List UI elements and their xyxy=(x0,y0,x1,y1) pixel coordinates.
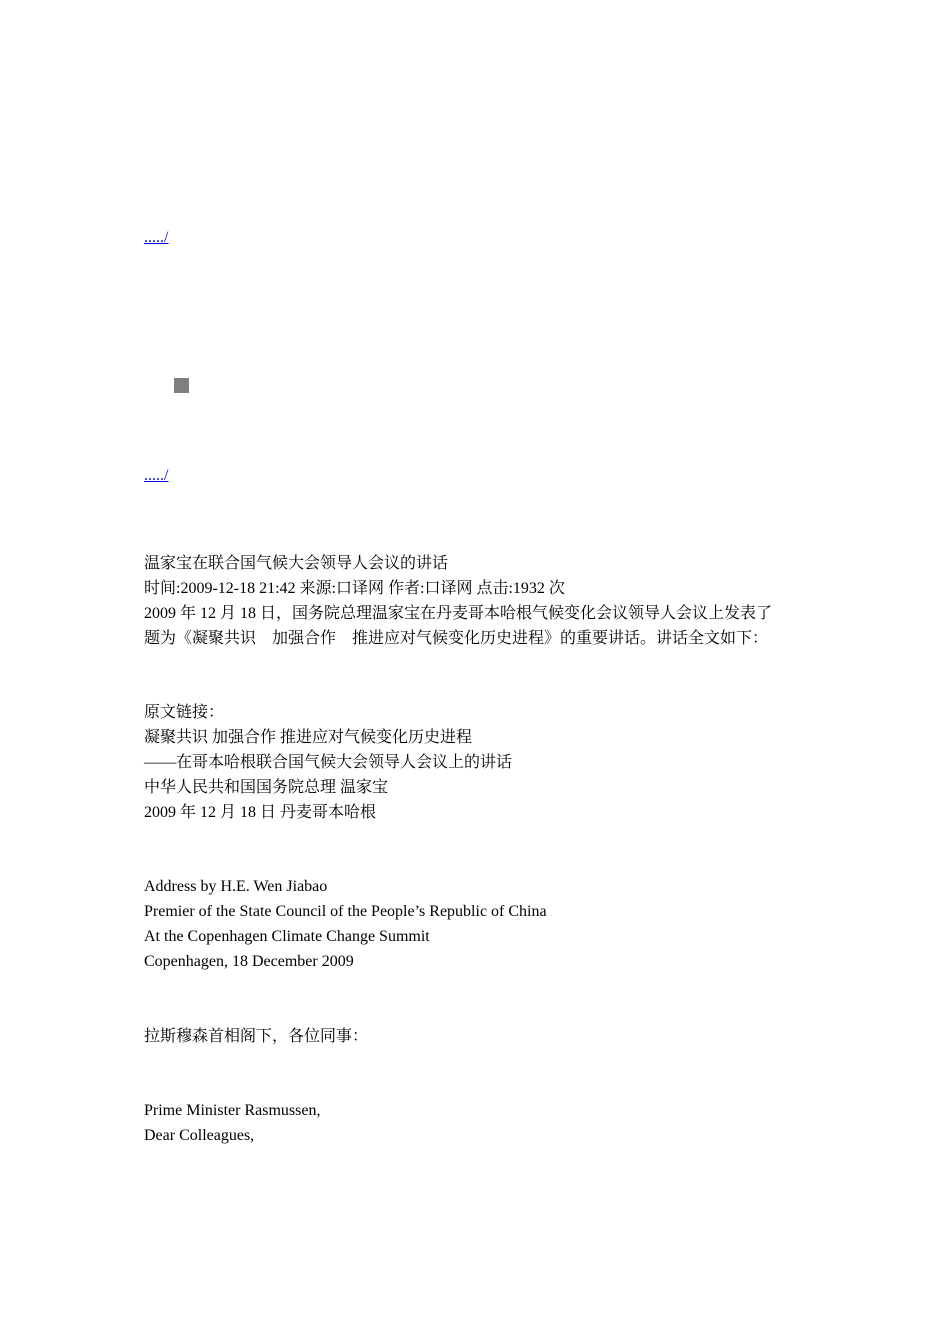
top-link[interactable]: ...../ xyxy=(144,229,169,246)
address-en-line-1: Address by H.E. Wen Jiabao xyxy=(144,878,328,895)
address-en-line-4: Copenhagen, 18 December 2009 xyxy=(144,953,354,970)
article-title: 温家宝在联合国气候大会领导人会议的讲话 xyxy=(144,555,449,572)
greeting-cn: 拉斯穆森首相阁下，各位同事： xyxy=(144,1028,369,1045)
article-meta: 时间:2009-12-18 21:42 来源:口译网 作者:口译网 点击:1932 次 xyxy=(144,580,565,597)
second-link[interactable]: ...../ xyxy=(144,467,169,484)
address-en-line-3: At the Copenhagen Climate Change Summit xyxy=(144,928,430,945)
intro-line-2: 题为《凝聚共识 加强合作 推进应对气候变化历史进程》的重要讲话。讲话全文如下： xyxy=(144,630,769,647)
speaker-cn: 中华人民共和国国务院总理 温家宝 xyxy=(144,779,389,796)
speech-heading-cn: 凝聚共识 加强合作 推进应对气候变化历史进程 xyxy=(144,729,473,746)
greeting-en-line-2: Dear Colleagues, xyxy=(144,1127,255,1144)
intro-line-1: 2009 年 12 月 18 日，国务院总理温家宝在丹麦哥本哈根气候变化会议领导人会议上发表了 xyxy=(144,605,773,622)
date-place-cn: 2009 年 12 月 18 日 丹麦哥本哈根 xyxy=(144,804,377,821)
original-link-label: 原文链接： xyxy=(144,704,225,721)
address-en-line-2: Premier of the State Council of the People’s Republic of China xyxy=(144,903,547,920)
broken-image-icon xyxy=(174,378,189,393)
greeting-en-line-1: Prime Minister Rasmussen, xyxy=(144,1102,321,1119)
speech-subheading-cn: ——在哥本哈根联合国气候大会领导人会议上的讲话 xyxy=(144,754,513,771)
